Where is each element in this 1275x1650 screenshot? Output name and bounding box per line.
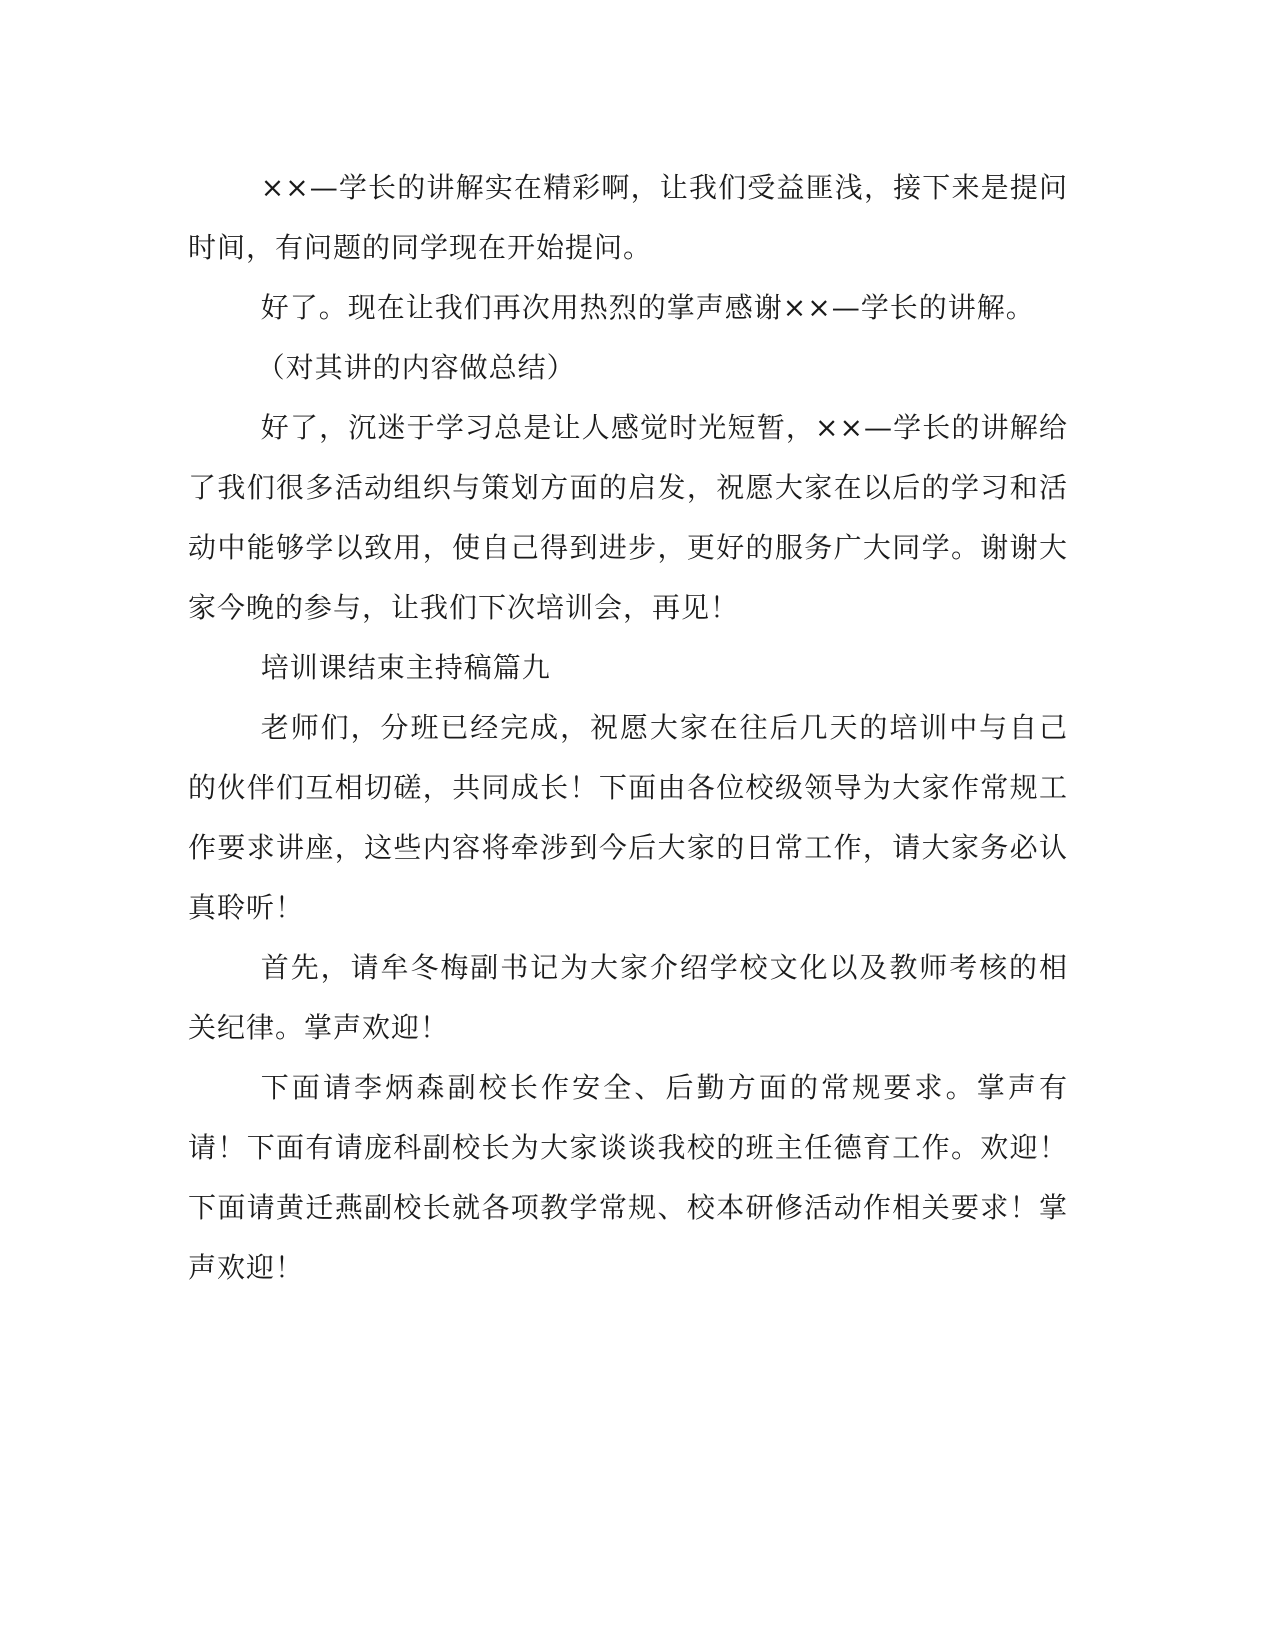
paragraph-thanks: 好了。现在让我们再次用热烈的掌声感谢××—学长的讲解。 (260, 291, 1035, 324)
paragraph-closing: 好了，沉迷于学习总是让人感觉时光短暂，××—学长的讲解给了我们很多活动组织与策划方面的启发，祝愿大家在以后的学习和活动中能够学以致用，使自己得到进步，更好的服务广大同学。谢谢大家今晚的参与，让我们下次培训会，再见！ (188, 411, 1068, 624)
document-body (188, 158, 1068, 1298)
section-heading: 培训课结束主持稿篇九 (260, 651, 551, 684)
paragraph-qa-intro: ××—学长的讲解实在精彩啊，让我们受益匪浅，接下来是提问时间，有问题的同学现在开始提问。 (188, 171, 1068, 264)
paragraph-following-speakers: 下面请李炳森副校长作安全、后勤方面的常规要求。掌声有请！下面有请庞科副校长为大家谈谈我校的班主任德育工作。欢迎！下面请黄迁燕副校长就各项教学常规、校本研修活动作相关要求！掌声欢迎！ (188, 1071, 1068, 1284)
paragraph-class-division: 老师们，分班已经完成，祝愿大家在往后几天的培训中与自己的伙伴们互相切磋，共同成长！下面由各位校级领导为大家作常规工作要求讲座，这些内容将牵涉到今后大家的日常工作，请大家务必认真聆听！ (188, 711, 1068, 924)
paragraph-first-speaker: 首先，请牟冬梅副书记为大家介绍学校文化以及教师考核的相关纪律。掌声欢迎！ (188, 951, 1068, 1044)
paragraph-summary-note: （对其讲的内容做总结） (256, 351, 576, 384)
